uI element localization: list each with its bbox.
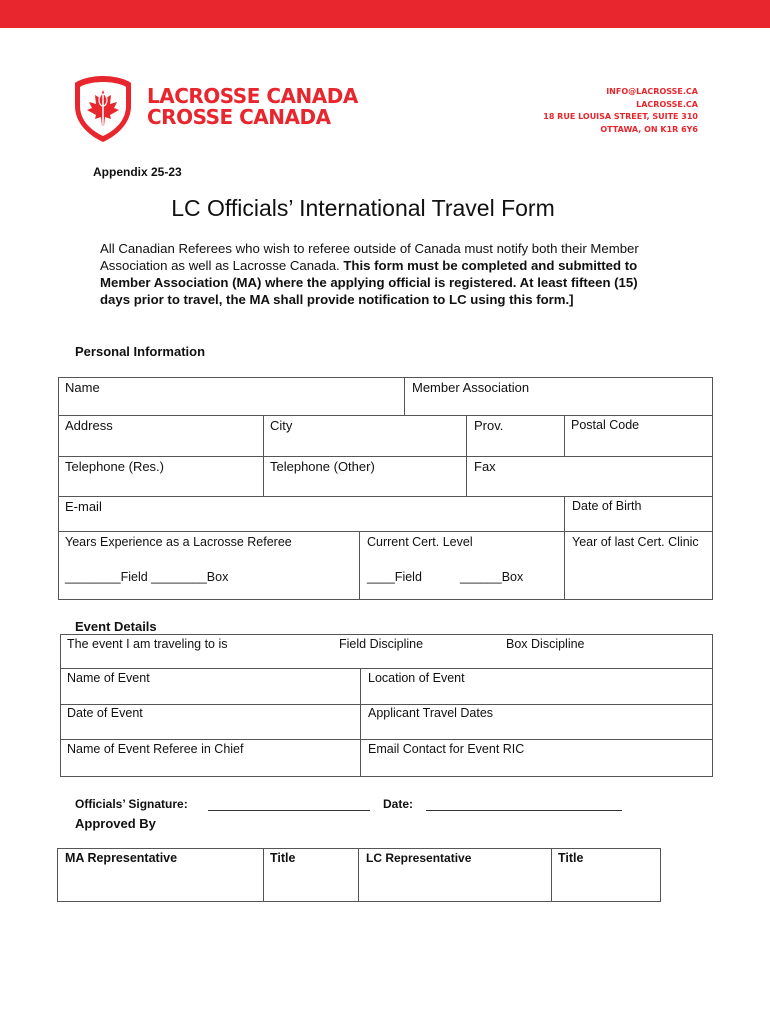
member-association-field[interactable]: Member Association <box>412 380 530 395</box>
row-divider <box>58 415 713 416</box>
date-of-event-field[interactable]: Date of Event <box>67 706 143 720</box>
col-divider <box>551 848 552 902</box>
name-field[interactable]: Name <box>65 380 100 395</box>
brand-line-1: LACROSSE CANADA <box>147 84 358 108</box>
event-traveling-to-label: The event I am traveling to is <box>67 637 228 651</box>
brand-name <box>147 86 358 128</box>
row-divider <box>58 531 713 532</box>
row-divider <box>58 456 713 457</box>
row-divider <box>58 496 713 497</box>
col-divider <box>360 668 361 777</box>
telephone-other-field[interactable]: Telephone (Other) <box>270 459 375 474</box>
lacrosse-canada-logo-icon <box>72 74 134 144</box>
referee-in-chief-field[interactable]: Name of Event Referee in Chief <box>67 742 244 756</box>
date-label: Date: <box>383 797 414 811</box>
personal-info-heading: Personal Information <box>75 344 206 359</box>
col-divider <box>404 377 405 415</box>
email-field[interactable]: E-mail <box>65 499 102 514</box>
box-discipline-option[interactable]: Box Discipline <box>506 637 585 651</box>
officials-signature-label: Officials’ Signature: <box>75 797 188 811</box>
col-divider <box>358 848 359 902</box>
ric-email-field[interactable]: Email Contact for Event RIC <box>368 742 525 756</box>
page-title: LC Officials’ International Travel Form <box>171 195 555 221</box>
col-divider <box>466 415 467 496</box>
signature-line[interactable] <box>208 810 370 811</box>
intro-paragraph <box>100 240 660 308</box>
contact-city: OTTAWA, ON K1R 6Y6 <box>600 124 698 134</box>
field-discipline-option[interactable]: Field Discipline <box>339 637 424 651</box>
lc-representative-field[interactable]: LC Representative <box>366 851 472 865</box>
col-divider <box>564 496 565 600</box>
address-field[interactable]: Address <box>65 418 113 433</box>
current-cert-level-label: Current Cert. Level <box>367 535 473 549</box>
contact-block <box>543 86 698 136</box>
ma-representative-field[interactable]: MA Representative <box>65 851 178 865</box>
row-divider <box>60 739 713 740</box>
date-of-birth-field[interactable]: Date of Birth <box>572 499 642 513</box>
experience-field-box-field[interactable]: ________Field ________Box <box>65 570 229 584</box>
telephone-res-field[interactable]: Telephone (Res.) <box>65 459 164 474</box>
lc-title-field[interactable]: Title <box>558 851 584 865</box>
col-divider <box>263 415 264 496</box>
top-accent-bar <box>0 0 770 28</box>
city-field[interactable]: City <box>270 418 293 433</box>
brand-line-2: CROSSE CANADA <box>147 105 331 129</box>
event-details-heading: Event Details <box>75 619 157 634</box>
cert-field-field[interactable]: ____Field <box>367 570 422 584</box>
cert-box-field[interactable]: ______Box <box>460 570 524 584</box>
location-of-event-field[interactable]: Location of Event <box>368 671 465 685</box>
last-cert-clinic-field[interactable]: Year of last Cert. Clinic <box>572 535 699 549</box>
name-of-event-field[interactable]: Name of Event <box>67 671 150 685</box>
personal-info-table <box>58 377 713 600</box>
date-line[interactable] <box>426 810 622 811</box>
row-divider <box>60 668 713 669</box>
ma-title-field[interactable]: Title <box>270 851 296 865</box>
col-divider <box>564 415 565 456</box>
years-experience-label: Years Experience as a Lacrosse Referee <box>65 535 292 549</box>
approved-by-label: Approved By <box>75 816 156 831</box>
intro-plain: All Canadian Referees who wish to referee outside of Canada must notify both their Member Association as well as Lacrosse Canada. <box>100 241 639 273</box>
row-divider <box>60 704 713 705</box>
fax-field[interactable]: Fax <box>474 459 496 474</box>
intro-bold: This form must be completed and submitted to Member Association (MA) where the applying official is registered. At least fifteen (15) days prior to travel, the MA shall provide notification to LC using this form.] <box>100 258 638 307</box>
appendix-label: Appendix 25-23 <box>93 165 182 179</box>
postal-code-field[interactable]: Postal Code <box>571 418 640 432</box>
contact-website[interactable]: LACROSSE.CA <box>636 99 698 109</box>
prov-field[interactable]: Prov. <box>474 418 504 433</box>
col-divider <box>359 531 360 600</box>
travel-dates-field[interactable]: Applicant Travel Dates <box>368 706 494 720</box>
contact-street: 18 RUE LOUISA STREET, SUITE 310 <box>543 112 698 121</box>
contact-email[interactable]: INFO@LACROSSE.CA <box>606 87 698 96</box>
col-divider <box>263 848 264 902</box>
